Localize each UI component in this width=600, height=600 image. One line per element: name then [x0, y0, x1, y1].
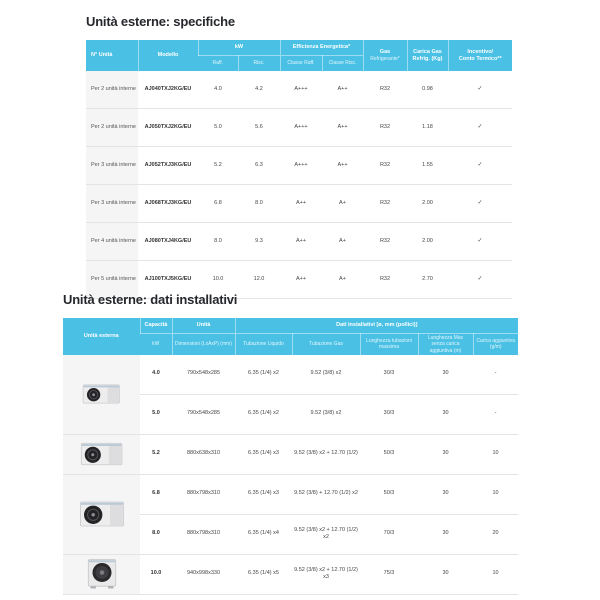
liquid-pipe-cell: 6.35 (1/4) x3 — [235, 474, 292, 514]
classe-risc-cell: A++ — [322, 147, 363, 185]
model-cell: AJ100TXJ5KG/EU — [138, 261, 198, 299]
outdoor-unit-image — [63, 434, 140, 474]
capacity-cell: 8.0 — [140, 514, 172, 554]
gas-cell: R32 — [363, 71, 407, 109]
classe-raff-cell: A++ — [280, 261, 322, 299]
header-group-dati-installativi: Dati installativi [ø, mm (pollici)] — [235, 318, 518, 334]
model-cell: AJ052TXJ3KG/EU — [138, 147, 198, 185]
header-sub-carica-aggiuntiva: Carica aggiuntiva (g/m) — [473, 334, 518, 355]
specs-row — [86, 147, 512, 185]
install-table — [63, 318, 518, 595]
gas-cell: R32 — [363, 261, 407, 299]
header-sub-classe-raff: Classe Raff. — [280, 56, 322, 72]
liquid-pipe-cell: 6.35 (1/4) x4 — [235, 514, 292, 554]
outdoor-unit-image — [63, 554, 140, 594]
classe-raff-cell: A++ — [280, 185, 322, 223]
liquid-pipe-cell: 6.35 (1/4) x2 — [235, 394, 292, 434]
outdoor-unit-image — [63, 474, 140, 554]
header-unita: Unità — [172, 318, 235, 334]
model-cell: AJ050TXJ2KG/EU — [138, 109, 198, 147]
carica-cell: 2.00 — [407, 223, 448, 261]
specs-row — [86, 223, 512, 261]
classe-raff-cell: A+++ — [280, 147, 322, 185]
length-no-charge-cell: 30 — [418, 474, 473, 514]
dimensions-cell: 880x798x310 — [172, 474, 235, 514]
kw-risc-cell: 5.6 — [238, 109, 280, 147]
gas-cell: R32 — [363, 185, 407, 223]
unit-count-cell: Per 3 unità interne — [86, 147, 138, 185]
dimensions-cell: 880x798x310 — [172, 514, 235, 554]
gas-pipe-cell: 9.52 (3/8) x2 — [292, 394, 360, 434]
classe-risc-cell: A++ — [322, 109, 363, 147]
additional-charge-cell: 10 — [473, 474, 518, 514]
header-gas-refrigerante — [363, 40, 407, 71]
dimensions-cell: 790x548x285 — [172, 355, 235, 395]
header-carica-line2: Refrig. (Kg) — [412, 55, 443, 62]
carica-cell: 2.70 — [407, 261, 448, 299]
classe-risc-cell: A+ — [322, 223, 363, 261]
unit-count-cell: Per 2 unità interne — [86, 71, 138, 109]
header-carica-line1: Carica Gas — [413, 48, 442, 55]
additional-charge-cell: - — [473, 394, 518, 434]
header-group-efficienza: Efficienza Energetica* — [280, 40, 363, 56]
max-length-cell: 30/3 — [360, 394, 418, 434]
install-row — [63, 474, 518, 514]
kw-raff-cell: 8.0 — [198, 223, 238, 261]
header-gas-line2: Refrigerante* — [370, 55, 400, 62]
specs-row — [86, 185, 512, 223]
length-no-charge-cell: 30 — [418, 394, 473, 434]
additional-charge-cell: 10 — [473, 434, 518, 474]
classe-raff-cell: A+++ — [280, 109, 322, 147]
length-no-charge-cell: 30 — [418, 514, 473, 554]
header-incentivo-line1: Incentivo/ — [467, 48, 494, 55]
model-cell: AJ040TXJ2KG/EU — [138, 71, 198, 109]
header-incentivo — [448, 40, 512, 71]
length-no-charge-cell: 30 — [418, 554, 473, 594]
kw-raff-cell: 5.2 — [198, 147, 238, 185]
specs-header-row-1 — [86, 40, 512, 56]
carica-cell: 0.98 — [407, 71, 448, 109]
additional-charge-cell: 20 — [473, 514, 518, 554]
header-sub-tubazione-liquido: Tubazione Liquido — [235, 334, 292, 355]
classe-risc-cell: A++ — [322, 71, 363, 109]
header-unita-esterna: Unità esterna — [63, 318, 140, 355]
liquid-pipe-cell: 6.35 (1/4) x5 — [235, 554, 292, 594]
capacity-cell: 5.2 — [140, 434, 172, 474]
kw-risc-cell: 12.0 — [238, 261, 280, 299]
kw-raff-cell: 10.0 — [198, 261, 238, 299]
header-capacita: Capacità — [140, 318, 172, 334]
carica-cell: 2.00 — [407, 185, 448, 223]
liquid-pipe-cell: 6.35 (1/4) x2 — [235, 355, 292, 395]
kw-risc-cell: 8.0 — [238, 185, 280, 223]
carica-cell: 1.18 — [407, 109, 448, 147]
outdoor-unit-medium-image — [79, 440, 125, 468]
additional-charge-cell: 10 — [473, 554, 518, 594]
kw-risc-cell: 6.3 — [238, 147, 280, 185]
incentivo-check-cell: ✓ — [448, 147, 512, 185]
max-length-cell: 50/3 — [360, 474, 418, 514]
header-group-kw: kW — [198, 40, 280, 56]
max-length-cell: 70/3 — [360, 514, 418, 554]
carica-cell: 1.55 — [407, 147, 448, 185]
capacity-cell: 6.8 — [140, 474, 172, 514]
gas-pipe-cell: 9.52 (3/8) x2 — [292, 355, 360, 395]
classe-risc-cell: A+ — [322, 261, 363, 299]
capacity-cell: 10.0 — [140, 554, 172, 594]
dimensions-cell: 790x548x285 — [172, 394, 235, 434]
incentivo-check-cell: ✓ — [448, 109, 512, 147]
incentivo-check-cell: ✓ — [448, 223, 512, 261]
specs-table — [86, 40, 512, 299]
header-sub-classe-risc: Classe Risc. — [322, 56, 363, 72]
max-length-cell: 50/3 — [360, 434, 418, 474]
kw-risc-cell: 9.3 — [238, 223, 280, 261]
outdoor-unit-small-image — [81, 381, 123, 407]
install-table-title: Unità esterne: dati installativi — [63, 292, 238, 307]
header-sub-tubazione-gas: Tubazione Gas — [292, 334, 360, 355]
gas-cell: R32 — [363, 109, 407, 147]
header-sub-lunghezza-senza-carica: Lunghezza Max senza carica aggiuntiva (m) — [418, 334, 473, 355]
header-n-unita: N° Unità — [86, 40, 138, 71]
kw-raff-cell: 5.0 — [198, 109, 238, 147]
gas-pipe-cell: 9.52 (3/8) x2 + 12.70 (1/2) x3 — [292, 554, 360, 594]
gas-pipe-cell: 9.52 (3/8) x2 + 12.70 (1/2) — [292, 434, 360, 474]
additional-charge-cell: - — [473, 355, 518, 395]
incentivo-check-cell: ✓ — [448, 71, 512, 109]
length-no-charge-cell: 30 — [418, 434, 473, 474]
incentivo-check-cell: ✓ — [448, 261, 512, 299]
header-carica-gas — [407, 40, 448, 71]
header-gas-line1: Gas — [379, 48, 391, 55]
capacity-cell: 4.0 — [140, 355, 172, 395]
specs-table-title: Unità esterne: specifiche — [86, 14, 235, 29]
outdoor-unit-big-front-image — [85, 558, 119, 590]
specs-row — [86, 71, 512, 109]
classe-raff-cell: A+++ — [280, 71, 322, 109]
install-header-row-1 — [63, 318, 518, 334]
header-sub-lunghezza-massima: Lunghezza tubazioni massima — [360, 334, 418, 355]
gas-pipe-cell: 9.52 (3/8) + 12.70 (1/2) x2 — [292, 474, 360, 514]
classe-raff-cell: A++ — [280, 223, 322, 261]
gas-cell: R32 — [363, 147, 407, 185]
install-row — [63, 434, 518, 474]
header-modello: Modello — [138, 40, 198, 71]
length-no-charge-cell: 30 — [418, 355, 473, 395]
header-sub-kw: kW — [140, 334, 172, 355]
unit-count-cell: Per 4 unità interne — [86, 223, 138, 261]
outdoor-unit-image — [63, 355, 140, 435]
outdoor-unit-large-image — [78, 499, 126, 529]
header-incentivo-line2: Conto Termico** — [458, 55, 502, 62]
gas-pipe-cell: 9.52 (3/8) x2 + 12.70 (1/2) x2 — [292, 514, 360, 554]
dimensions-cell: 880x638x310 — [172, 434, 235, 474]
header-sub-risc: Risc. — [238, 56, 280, 72]
incentivo-check-cell: ✓ — [448, 185, 512, 223]
kw-raff-cell: 6.8 — [198, 185, 238, 223]
model-cell: AJ068TXJ3KG/EU — [138, 185, 198, 223]
dimensions-cell: 940x998x330 — [172, 554, 235, 594]
unit-count-cell: Per 5 unità interne — [86, 261, 138, 299]
unit-count-cell: Per 2 unità interne — [86, 109, 138, 147]
unit-count-cell: Per 3 unità interne — [86, 185, 138, 223]
liquid-pipe-cell: 6.35 (1/4) x3 — [235, 434, 292, 474]
specs-row — [86, 109, 512, 147]
kw-risc-cell: 4.2 — [238, 71, 280, 109]
header-sub-raff: Raff. — [198, 56, 238, 72]
install-row — [63, 355, 518, 395]
model-cell: AJ080TXJ4KG/EU — [138, 223, 198, 261]
header-sub-dimensioni: Dimensioni (LxAxP) (mm) — [172, 334, 235, 355]
gas-cell: R32 — [363, 223, 407, 261]
capacity-cell: 5.0 — [140, 394, 172, 434]
max-length-cell: 30/3 — [360, 355, 418, 395]
classe-risc-cell: A+ — [322, 185, 363, 223]
kw-raff-cell: 4.0 — [198, 71, 238, 109]
max-length-cell: 75/3 — [360, 554, 418, 594]
install-row — [63, 554, 518, 594]
